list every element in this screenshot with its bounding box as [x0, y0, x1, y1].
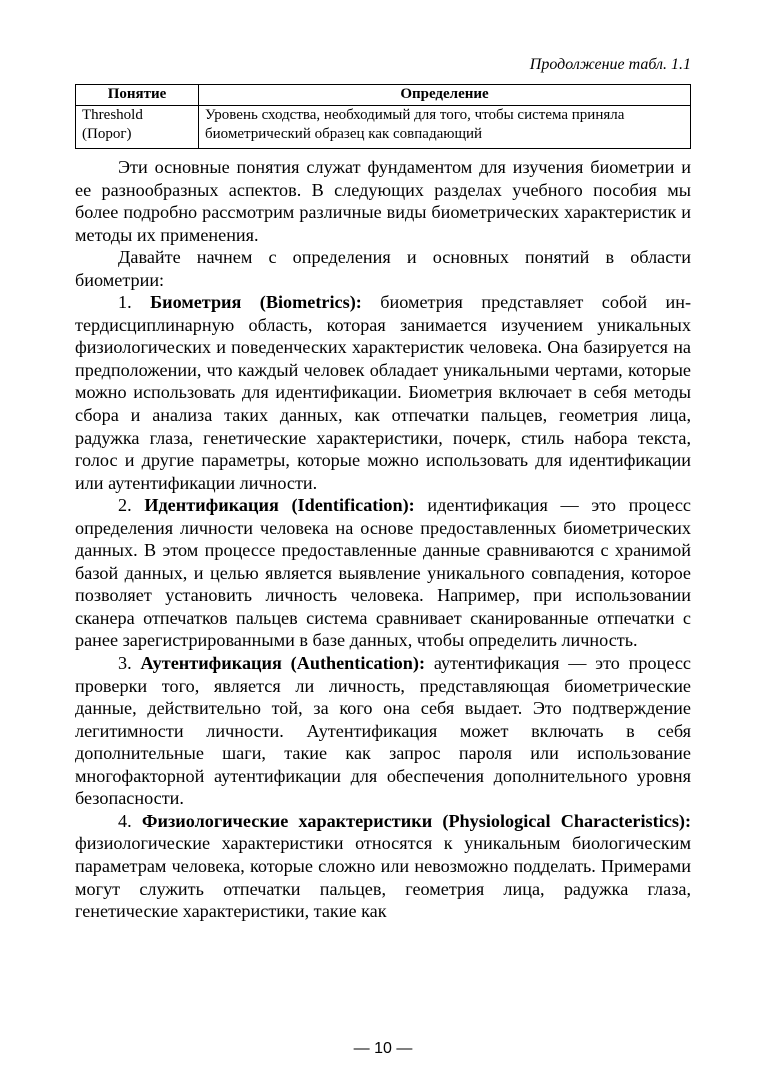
item-number: 4.: [118, 810, 142, 831]
paragraph-lead-in: [75, 246, 691, 291]
table-row: [76, 106, 691, 149]
item-number: 1.: [118, 292, 151, 313]
paragraph-text: биометрия представляет собой интердисциплинарную область, которая занимается изучением уникальных физиологических и поведенческих характеристик человека. Она базируется на предположении, что каждый человек обладает уникальными чертами, которые можно использовать для идентификации. Биометрия включает в себя методы сбора и анализа таких данных, как отпечатки пальцев, геометрия лица, радужка глаза, генетические характеристики, почерк, стиль набора текста, голос и другие параметры, которые можно использовать для идентификации или аутентификации личности.: [75, 292, 692, 493]
body-text: [75, 156, 691, 923]
item-number: 3.: [118, 653, 141, 674]
paragraph-identification: [75, 494, 691, 652]
table-continuation-caption: Продолжение табл. 1.1: [529, 56, 691, 73]
paragraph-physiological: [75, 810, 691, 923]
item-number: 2.: [118, 495, 145, 516]
paragraph-text: Эти основные понятия служат фундаментом для изучения биометрии и ее разнообразных аспектов. В следующих разделах учебного пособия мы более подробно рассмотрим различные виды биометрических характеристик и методы их применения.: [75, 157, 691, 245]
paragraph-biometrics: [75, 291, 691, 494]
term-heading: Идентификация (Identification):: [144, 495, 415, 516]
paragraph-text: физиологические характеристики относятся к уникальным биологическим параметрам человека, которые сложно или невозможно подделать. Примерами могут служить отпечатки пальцев, геометрия лица, радужка глаза, генетические характеристики, такие как: [75, 833, 691, 922]
term-heading: Физиологические характеристики (Physiological Characteristics):: [141, 810, 692, 831]
paragraph-text: Давайте начнем с определения и основных понятий в области биометрии:: [75, 247, 691, 290]
definitions-table: [75, 84, 691, 149]
term-heading: Аутентификация (Authentication):: [140, 653, 426, 674]
paragraph-authentication: [75, 652, 691, 810]
table-header-row: [76, 85, 691, 106]
table-cell-definition: Уровень сходства, необходимый для того, чтобы система приняла биометрический образец как совпадающий: [199, 106, 691, 149]
table-cell-term: Threshold (Порог): [76, 106, 199, 149]
paragraph-text: аутентификация — это процесс проверки того, является ли личность, представляющая биометрические данные, действительно той, за кого она себя выдает. Это подтверждение легитимности личности. Аутентификация может включать в себя дополнительные шаги, такие как запрос пароля или использование многофакторной аутентификации для обеспечения дополнительного уровня безопасности.: [75, 653, 692, 809]
paragraph-intro: [75, 156, 691, 246]
column-header-term: Понятие: [76, 85, 199, 106]
paragraph-text: идентификация — это процесс определения личности человека на основе предоставленных биометрических данных. В этом процессе предоставленные данные сравниваются с хранимой базой данных, и целью является выявление уникального совпадения, которое позволяет установить личность человека. Например, при использовании сканера отпечатков пальцев система сравнивает сканированные отпечатки с ранее зарегистрированными в базе данных, чтобы определить личность.: [75, 495, 692, 651]
term-heading: Биометрия (Biometrics):: [150, 292, 362, 313]
page-number: — 10 —: [353, 1040, 413, 1057]
column-header-definition: Определение: [199, 85, 691, 106]
